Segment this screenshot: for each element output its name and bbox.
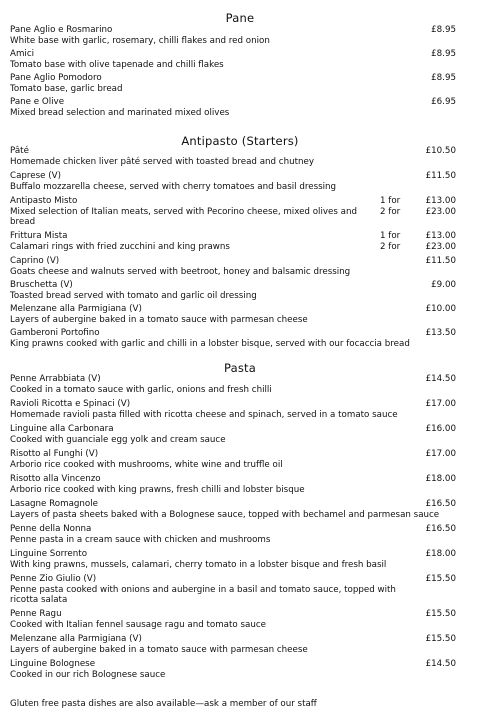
item-description: Cooked in a tomato sauce with garlic, onions and fresh chilli [10,384,272,395]
gluten-free-note: Gluten free pasta dishes are also available—ask a member of our staff [10,699,317,709]
item-price: £10.50 [425,146,456,156]
menu-item [10,524,470,549]
item-price: £10.00 [425,304,456,314]
item-description: Calamari rings with fried zucchini and king prawns [10,241,230,252]
item-price: £11.50 [425,171,456,181]
item-description: Layers of aubergine baked in a tomato sauce with parmesan cheese [10,644,308,655]
item-name: Antipasto Misto [10,196,78,206]
menu-item [10,574,470,609]
item-price: £14.50 [425,659,456,669]
item-name: Linguine Bolognese [10,659,96,669]
item-name: Penne della Nonna [10,524,92,534]
item-price: £15.50 [425,634,456,644]
item-description: Cooked with guanciale egg yolk and cream sauce [10,434,226,445]
menu-item [10,374,470,399]
item-description: White base with garlic, rosemary, chilli flakes and red onion [10,35,270,46]
item-price: £13.50 [425,328,456,338]
menu-item [10,634,470,659]
menu-item [10,449,470,474]
item-description: Mixed bread selection and marinated mixed olives [10,107,230,118]
menu-item [10,659,470,684]
menu-item [10,25,470,49]
item-price: £13.00 [425,196,456,206]
menu-item [10,256,470,280]
item-description: Tomato base, garlic bread [10,83,123,94]
item-description: Layers of pasta sheets baked with a Bolognese sauce, topped with bechamel and parmesan sauce [10,509,440,520]
item-price: £23.00 [425,241,456,252]
item-name: Pane Aglio e Rosmarino [10,25,113,35]
item-price: £13.00 [425,231,456,241]
item-description: Arborio rice cooked with mushrooms, white wine and truffle oil [10,459,283,470]
item-name: Melenzane alla Parmigiana (V) [10,634,142,644]
menu-item [10,499,470,524]
section-title-pasta: Pasta [223,361,256,375]
item-description: Arborio rice cooked with king prawns, fresh chilli and lobster bisque [10,484,305,495]
item-name: Gamberoni Portofino [10,328,100,338]
item-name: Melenzane alla Parmigiana (V) [10,304,142,314]
item-price: £18.00 [425,474,456,484]
item-description: Cooked in our rich Bolognese sauce [10,669,166,680]
item-price: £23.00 [425,206,456,217]
section-pane [0,11,480,25]
item-description: Layers of aubergine baked in a tomato sauce with parmesan cheese [10,314,308,325]
antipasto-list [10,146,470,352]
menu-item [10,304,470,328]
section-title-pane: Pane [225,11,255,25]
item-description: Homemade ravioli pasta filled with ricotta cheese and spinach, served in a tomato sauce [10,409,398,420]
menu-item [10,171,470,196]
menu-item [10,231,470,256]
item-price: £16.50 [425,499,456,509]
item-name: Penne Zio Giulio (V) [10,574,97,584]
item-description: Goats cheese and walnuts served with beetroot, honey and balsamic dressing [10,266,351,277]
item-name: Caprino (V) [10,256,60,266]
menu-item [10,399,470,424]
menu-item [10,196,470,231]
section-title-antipasto: Antipasto (Starters) [181,134,299,148]
menu-item [10,49,470,73]
item-description: Tomato base with olive tapenade and chilli flakes [10,59,224,70]
item-portion-option: 2 for [380,206,401,217]
item-name: Pane Aglio Pomodoro [10,73,102,83]
item-name: Penne Arrabbiata (V) [10,374,101,384]
item-name: Linguine alla Carbonara [10,424,114,434]
item-name: Bruschetta (V) [10,280,73,290]
item-description: With king prawns, mussels, calamari, cherry tomato in a lobster bisque and fresh basil [10,559,387,570]
item-name: Pâté [10,146,29,156]
item-name: Pane e Olive [10,97,65,107]
item-portion-option: 2 for [380,241,401,252]
pasta-list [10,374,470,684]
item-price: £11.50 [425,256,456,266]
menu-item [10,424,470,449]
item-price: £8.95 [431,73,456,83]
menu-item [10,280,470,304]
item-name: Frittura Mista [10,231,68,241]
item-name: Penne Ragu [10,609,62,619]
item-portion-option: 1 for [380,231,401,241]
item-name: Linguine Sorrento [10,549,88,559]
item-description: Buffalo mozzarella cheese, served with cherry tomatoes and basil dressing [10,181,337,192]
item-description: Mixed selection of Italian meats, served with Pecorino cheese, mixed olives and bread [10,206,357,228]
item-price: £8.95 [431,49,456,59]
item-portion-option: 1 for [380,196,401,206]
item-name: Risotto alla Vincenzo [10,474,101,484]
item-price: £16.50 [425,524,456,534]
section-pasta [0,361,480,375]
item-price: £9.00 [431,280,456,290]
item-name: Amici [10,49,35,59]
item-price: £15.50 [425,609,456,619]
menu-item [10,328,470,352]
menu-item [10,609,470,634]
item-price: £14.50 [425,374,456,384]
menu-item [10,73,470,97]
item-price: £17.00 [425,399,456,409]
menu-item [10,549,470,574]
menu-item [10,97,470,121]
item-name: Ravioli Ricotta e Spinaci (V) [10,399,131,409]
item-description: Homemade chicken liver pâté served with toasted bread and chutney [10,156,314,167]
item-description: Penne pasta cooked with onions and aubergine in a basil and tomato sauce, topped with ricotta salata [10,584,396,606]
item-price: £16.00 [425,424,456,434]
item-price: £17.00 [425,449,456,459]
item-description: Cooked with Italian fennel sausage ragu and tomato sauce [10,619,266,630]
item-price: £6.95 [431,97,456,107]
pane-list [10,25,470,121]
item-price: £15.50 [425,574,456,584]
item-name: Caprese (V) [10,171,61,181]
menu-item [10,146,470,171]
item-price: £18.00 [425,549,456,559]
item-description: Toasted bread served with tomato and garlic oil dressing [10,290,257,301]
item-description: Penne pasta in a cream sauce with chicken and mushrooms [10,534,271,545]
menu-item [10,474,470,499]
item-name: Risotto al Funghi (V) [10,449,99,459]
item-description: King prawns cooked with garlic and chilli in a lobster bisque, served with our focaccia bread [10,338,410,349]
item-price: £8.95 [431,25,456,35]
item-name: Lasagne Romagnole [10,499,98,509]
